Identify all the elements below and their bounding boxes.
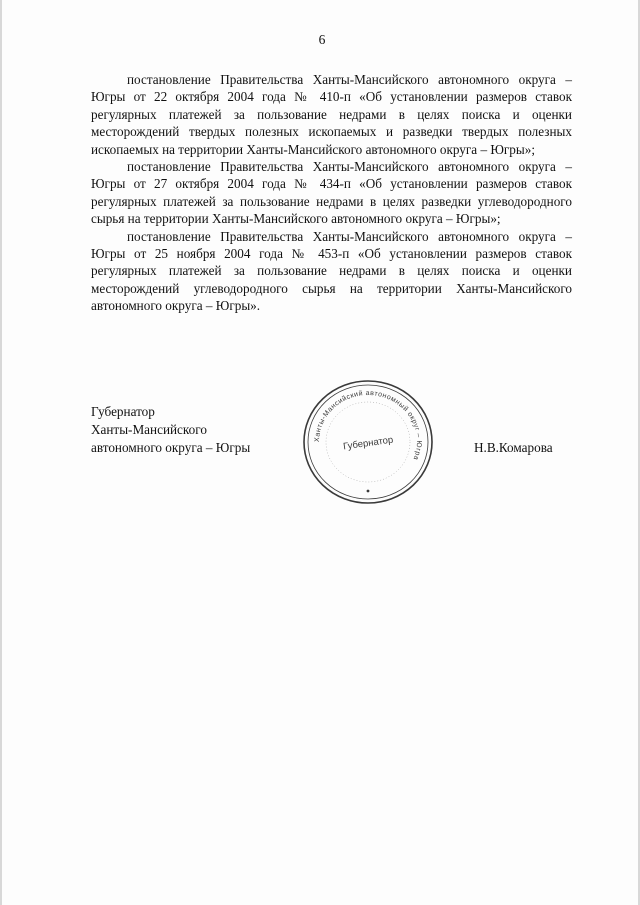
- seal-ring-text: Ханты-Мансийский автономный округ – Югра: [313, 389, 423, 462]
- paragraph-resolution-453: постановление Правительства Ханты-Мансийского автономного округа – Югры от 25 ноября 2004 года № 453-п «Об установлении размеров ставок регулярных платежей за пользование недрами в целях поиска и оценки месторождений углеводородного сырья на территории Ханты-Мансийского автономного округа – Югры».: [91, 228, 572, 314]
- page-number: 6: [318, 32, 326, 47]
- paragraph-resolution-434: постановление Правительства Ханты-Мансийского автономного округа – Югры от 27 октября 2004 года № 434-п «Об установлении размеров ставок регулярных платежей за пользование недрами в целях разведки углеводородного сырья на территории Ханты-Мансийского автономного округа – Югры»;: [91, 159, 572, 227]
- official-seal-stamp: [301, 377, 435, 507]
- paragraph-resolution-410: постановление Правительства Ханты-Мансийского автономного округа – Югры от 22 октября 2004 года № 410-п «Об установлении размеров ставок регулярных платежей за пользование недрами в целях поиска и оценки месторождений твердых полезных ископаемых и разведки твердых полезных ископаемых на территории Ханты-Мансийского автономного округа – Югры»;: [91, 72, 572, 157]
- signatory-name: Н.В.Комарова: [474, 440, 553, 455]
- seal-center-text: Губернатор: [342, 434, 394, 453]
- document-body: [91, 71, 572, 315]
- signatory-position: [91, 403, 250, 457]
- signatory-title: Губернатор: [91, 404, 155, 419]
- seal-graphic: [301, 377, 435, 507]
- seal-dot: [367, 490, 370, 493]
- signatory-region-line-1: Ханты-Мансийского: [91, 422, 207, 437]
- signatory-region-line-2: автономного округа – Югры: [91, 440, 251, 455]
